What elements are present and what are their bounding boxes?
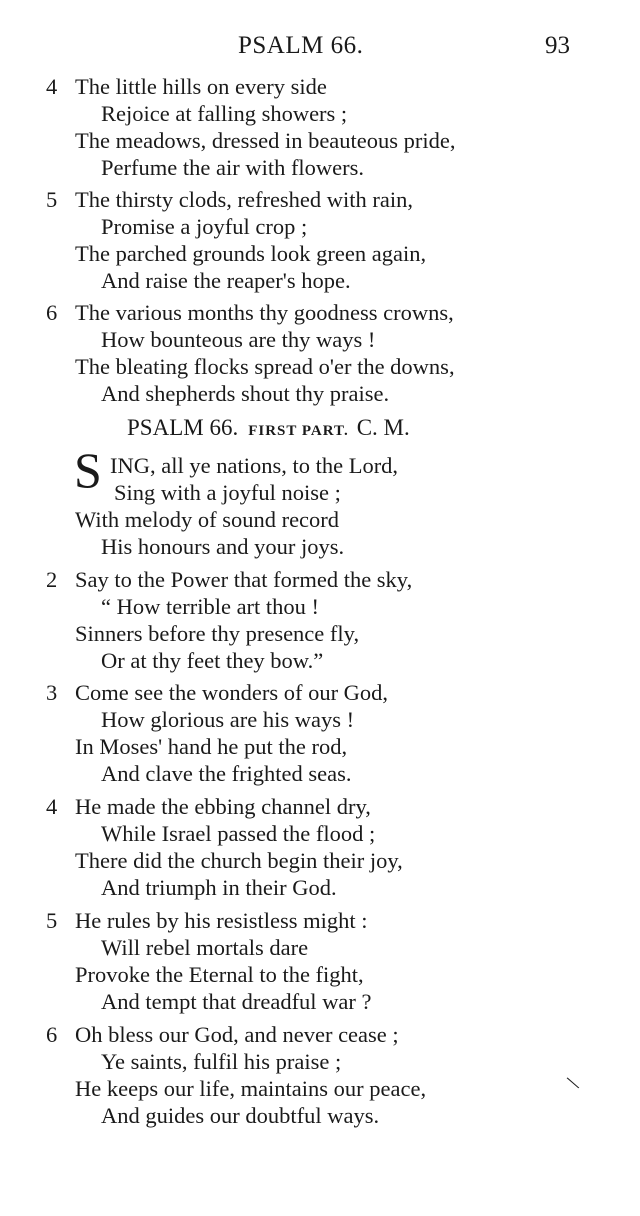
- stanza-number: 6: [46, 1022, 58, 1047]
- hymn-heading-meter: C. M.: [356, 415, 410, 440]
- verse-line: How glorious are his ways !: [101, 707, 355, 732]
- verse-line: Provoke the Eternal to the fight,: [75, 962, 364, 987]
- verse-line: Sing with a joyful noise ;: [114, 480, 341, 505]
- stanza-number: 3: [46, 680, 58, 705]
- verse-line: Come see the wonders of our God,: [75, 680, 389, 705]
- verse-line: He rules by his resistless might :: [75, 908, 368, 933]
- verse-line: Rejoice at falling showers ;: [101, 101, 348, 126]
- verse-line: The little hills on every side: [75, 74, 327, 99]
- verse-line: While Israel passed the flood ;: [101, 821, 376, 846]
- page-number: 93: [545, 32, 570, 59]
- verse-line: There did the church begin their joy,: [75, 848, 403, 873]
- verse-line: The bleating flocks spread o'er the downs,: [75, 354, 455, 379]
- hymn-heading: [127, 414, 410, 445]
- stanza-number: 5: [46, 187, 58, 212]
- hymn-heading-part: FIRST PART.: [248, 423, 349, 439]
- verse-line: And raise the reaper's hope.: [101, 268, 351, 293]
- verse-line: Sinners before thy presence fly,: [75, 621, 360, 646]
- verse-line: And shepherds shout thy praise.: [101, 381, 390, 406]
- verse-line: And triumph in their God.: [101, 875, 337, 900]
- verse-line: And clave the frighted seas.: [101, 761, 352, 786]
- verse-line: And guides our doubtful ways.: [101, 1103, 380, 1128]
- verse-line: Ye saints, fulfil his praise ;: [101, 1049, 342, 1074]
- drop-cap: S: [74, 442, 102, 498]
- verse-line: The parched grounds look green again,: [75, 241, 427, 266]
- verse-line: Or at thy feet they bow.”: [101, 648, 324, 673]
- stanza-number: 2: [46, 567, 58, 592]
- verse-line: Perfume the air with flowers.: [101, 155, 365, 180]
- verse-line: And tempt that dreadful war ?: [101, 989, 372, 1014]
- verse-line: With melody of sound record: [75, 507, 340, 532]
- verse-line: The meadows, dressed in beauteous pride,: [75, 128, 456, 153]
- stray-margin-mark: \: [563, 1070, 582, 1095]
- verse-line: The various months thy goodness crowns,: [75, 300, 454, 325]
- stanza-number: 6: [46, 300, 58, 325]
- verse-line: He made the ebbing channel dry,: [75, 794, 371, 819]
- stanza-number: 4: [46, 74, 58, 99]
- hymn-heading-title: PSALM 66.: [127, 415, 239, 440]
- stanza-number: 5: [46, 908, 58, 933]
- verse-line: In Moses' hand he put the rod,: [75, 734, 348, 759]
- verse-line: Say to the Power that formed the sky,: [75, 567, 413, 592]
- verse-line: His honours and your joys.: [101, 534, 345, 559]
- verse-line: “ How terrible art thou !: [101, 594, 320, 619]
- verse-line: Will rebel mortals dare: [101, 935, 309, 960]
- running-head-title: PSALM 66.: [238, 32, 364, 59]
- verse-line: Oh bless our God, and never cease ;: [75, 1022, 399, 1047]
- running-head: [0, 32, 640, 66]
- verse-line: How bounteous are thy ways !: [101, 327, 376, 352]
- stanza-number: 4: [46, 794, 58, 819]
- verse-line: The thirsty clods, refreshed with rain,: [75, 187, 414, 212]
- verse-line: Promise a joyful crop ;: [101, 214, 308, 239]
- verse-line: He keeps our life, maintains our peace,: [75, 1076, 427, 1101]
- verse-line: ING, all ye nations, to the Lord,: [110, 453, 399, 478]
